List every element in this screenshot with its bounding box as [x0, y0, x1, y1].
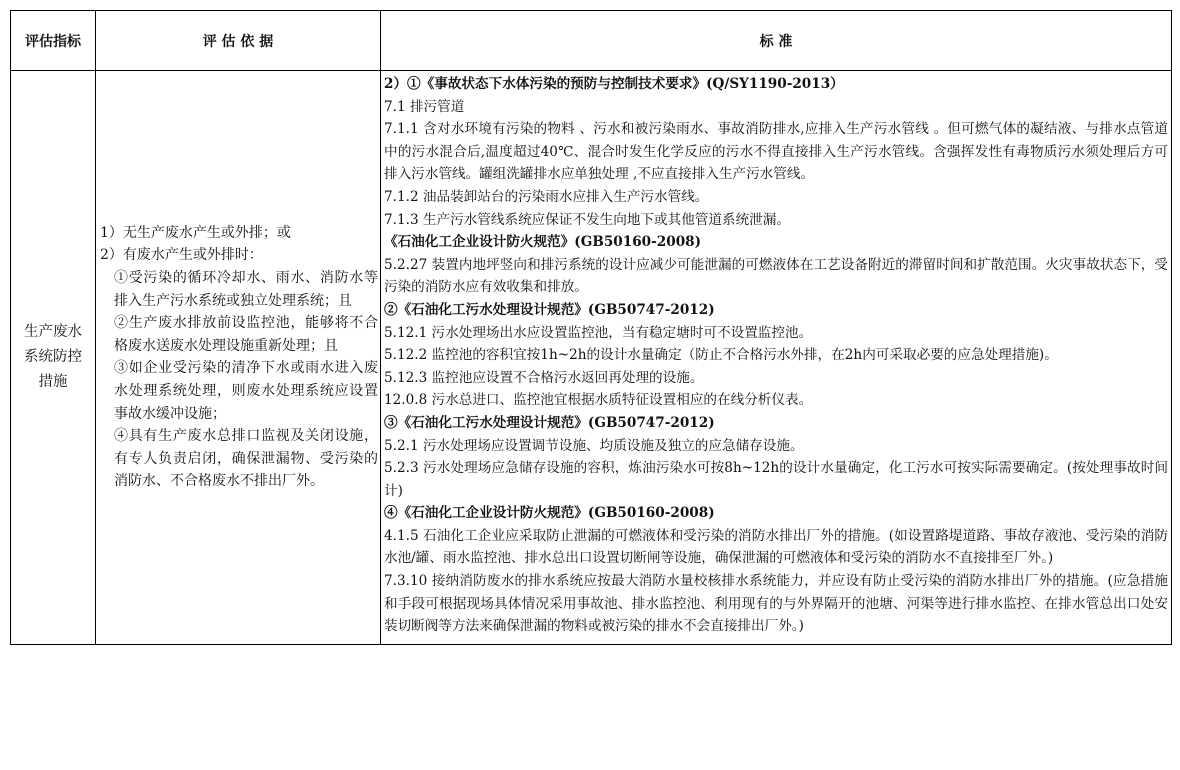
- evaluation-table: [10, 10, 1172, 645]
- basis-line: ③如企业受污染的清净下水或雨水进入废水处理系统处理，则废水处理系统应设置事故水缓冲设施；: [114, 360, 378, 422]
- standard-heading: ③《石油化工污水处理设计规范》(GB50747-2012): [384, 414, 715, 431]
- standard-clause: 5.2.3 污水处理场应急储存设施的容积，炼油污染水可按8h~12h的设计水量确定，化工污水可按实际需要确定。(按处理事故时间计): [384, 460, 1168, 499]
- standard-clause: 5.12.2 监控池的容积宜按1h~2h的设计水量确定（防止不合格污水外排，在2h内可采取必要的应急处理措施)。: [384, 347, 1058, 364]
- indicator-text: 生产废水系统防控措施: [24, 323, 82, 390]
- standard-cell: [381, 71, 1172, 645]
- header-row: [11, 11, 1172, 71]
- standard-heading: 2）①《事故状态下水体污染的预防与控制技术要求》(Q/SY1190-2013）: [384, 76, 844, 92]
- basis-line: 1）无生产废水产生或外排；或: [100, 224, 291, 241]
- standard-list: [384, 73, 1168, 638]
- basis-line: ②生产废水排放前设监控池，能够将不合格废水送废水处理设施重新处理；且: [114, 315, 378, 354]
- standard-clause: 7.1.3 生产污水管线系统应保证不发生向地下或其他管道系统泄漏。: [384, 211, 790, 228]
- basis-list: [100, 222, 378, 493]
- standard-clause: 7.1.2 油品装卸站台的污染雨水应排入生产污水管线。: [384, 188, 709, 205]
- standard-clause: 5.2.27 装置内地坪竖向和排污系统的设计应减少可能泄漏的可燃液体在工艺设备附近的滞留时间和扩散范围。火灾事故状态下，受污染的消防水应有效收集和排放。: [384, 256, 1168, 296]
- basis-line: ④具有生产废水总排口监视及关闭设施，有专人负责启闭，确保泄漏物、受污染的消防水、不合格废水不排出厂外。: [114, 428, 378, 490]
- standard-clause: 4.1.5 石油化工企业应采取防止泄漏的可燃液体和受污染的消防水排出厂外的措施。(如设置路堤道路、事故存液池、受污染的消防水池/罐、雨水监控池、排水总出口设置切断闸等设施，确保泄漏的可燃液体和受污染的消防水不直接排至厂外。): [384, 527, 1168, 567]
- standard-clause: 7.1.1 含对水环境有污染的物料 、污水和被污染雨水、事故消防排水,应排入生产污水管线 。但可燃气体的凝结液、与排水点管道中的污水混合后,温度超过40℃、混合时发生化学反应的污水不得直接排入生产污水管线。含强挥发性有毒物质污水须处理后方可排入污水管线。罐组洗罐排水应单独处理 ,不应直接排入生产污水管线。: [384, 121, 1168, 183]
- standard-clause: 5.12.3 监控池应设置不合格污水返回再处理的设施。: [384, 369, 704, 386]
- standard-clause: 7.3.10 接纳消防废水的排水系统应按最大消防水量校核排水系统能力，并应设有防止受污染的消防水排出厂外的措施。(应急措施和手段可根据现场具体情况采用事故池、排水监控池、利用现有的与外界隔开的池塘、河渠等进行排水监控、在排水管总出口处安装切断阀等方法来确保泄漏的物料或被污染的排水不会直接排出厂外。): [384, 573, 1168, 635]
- header-basis: 评 估 依 据: [96, 11, 381, 71]
- header-indicator: 评估指标: [11, 11, 96, 71]
- basis-cell: [96, 71, 381, 645]
- table-row: [11, 71, 1172, 645]
- standard-heading: 《石油化工企业设计防火规范》(GB50160-2008): [384, 234, 702, 251]
- basis-line: ①受污染的循环冷却水、雨水、消防水等排入生产污水系统或独立处理系统；且: [114, 270, 378, 309]
- standard-clause: 5.2.1 污水处理场应设置调节设施、均质设施及独立的应急储存设施。: [384, 437, 804, 454]
- basis-line: 2）有废水产生或外排时：: [100, 247, 263, 264]
- indicator-cell: [11, 71, 96, 645]
- standard-clause: 5.12.1 污水处理场出水应设置监控池，当有稳定塘时可不设置监控池。: [384, 324, 813, 341]
- standard-heading: ④《石油化工企业设计防火规范》(GB50160-2008): [384, 505, 715, 522]
- standard-clause: 12.0.8 污水总进口、监控池宜根据水质特征设置相应的在线分析仪表。: [384, 392, 813, 409]
- standard-clause: 7.1 排污管道: [384, 98, 465, 115]
- standard-heading: ②《石油化工污水处理设计规范》(GB50747-2012): [384, 301, 715, 318]
- header-standard: 标 准: [381, 11, 1172, 71]
